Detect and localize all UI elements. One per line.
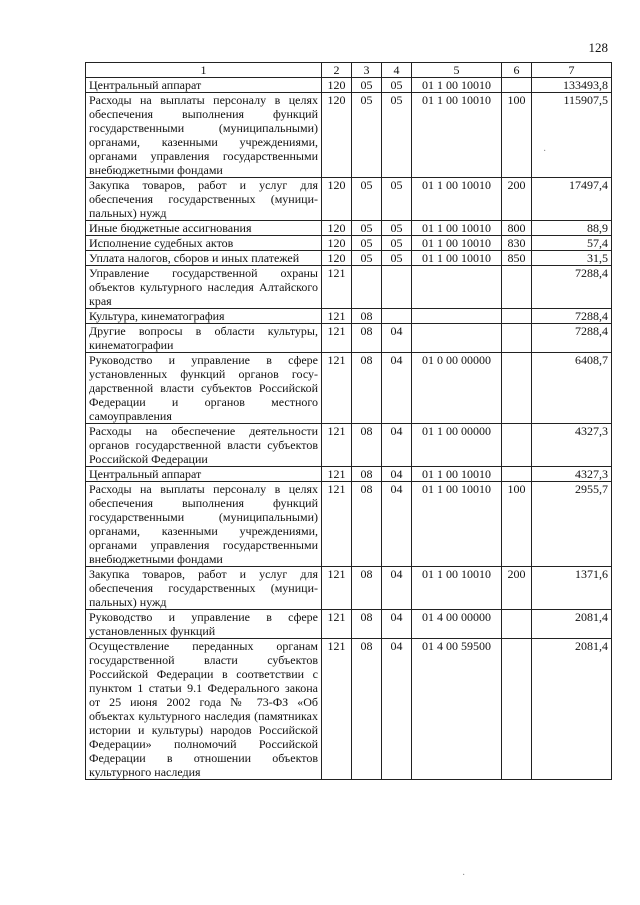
cell-target-article: 01 1 00 10010	[412, 467, 502, 482]
cell-name: Закупка товаров, работ и услуг для обеспечения государственных (муниципальных) нужд	[86, 178, 322, 221]
cell-amount: 31,5	[532, 251, 612, 266]
budget-table	[85, 62, 612, 780]
table-row	[86, 236, 612, 251]
column-header: 4	[382, 63, 412, 78]
cell-department-code: 121	[322, 424, 352, 467]
table-row	[86, 251, 612, 266]
cell-department-code: 120	[322, 78, 352, 93]
cell-target-article: 01 0 00 00000	[412, 353, 502, 424]
cell-expense-type	[502, 266, 532, 309]
cell-expense-type: 200	[502, 178, 532, 221]
cell-target-article	[412, 309, 502, 324]
cell-expense-type	[502, 353, 532, 424]
cell-target-article: 01 4 00 59500	[412, 639, 502, 780]
cell-section-code: 08	[352, 467, 382, 482]
cell-amount: 2955,7	[532, 482, 612, 567]
cell-expense-type: 850	[502, 251, 532, 266]
cell-amount: 6408,7	[532, 353, 612, 424]
cell-name: Исполнение судебных актов	[86, 236, 322, 251]
cell-subsection-code: 04	[382, 467, 412, 482]
cell-department-code: 121	[322, 324, 352, 353]
cell-expense-type	[502, 467, 532, 482]
cell-name: Центральный аппарат	[86, 78, 322, 93]
scan-speck: ·	[543, 146, 547, 157]
cell-expense-type: 100	[502, 482, 532, 567]
cell-expense-type	[502, 610, 532, 639]
cell-subsection-code: 04	[382, 353, 412, 424]
cell-subsection-code: 04	[382, 424, 412, 467]
cell-amount: 7288,4	[532, 309, 612, 324]
cell-name: Иные бюджетные ассигнования	[86, 221, 322, 236]
cell-name: Осуществление переданных органам государственной власти субъектов Российской Федерации в соответствии с пунктом 1 статьи 9.1 Федерального закона от 25 июня 2002 года № 73-ФЗ «Об объектах культурного наследия (памятниках истории и культуры) народов Российской Федерации» полномочий Российской Федерации в отношении объектов культурного наследия	[86, 639, 322, 780]
cell-department-code: 121	[322, 482, 352, 567]
table-row	[86, 639, 612, 780]
cell-target-article: 01 1 00 10010	[412, 236, 502, 251]
scan-speck: ·	[462, 870, 466, 881]
cell-expense-type: 200	[502, 567, 532, 610]
cell-target-article	[412, 324, 502, 353]
cell-amount: 7288,4	[532, 266, 612, 309]
cell-expense-type: 800	[502, 221, 532, 236]
cell-expense-type	[502, 639, 532, 780]
cell-subsection-code: 04	[382, 482, 412, 567]
cell-section-code: 05	[352, 221, 382, 236]
cell-subsection-code	[382, 309, 412, 324]
cell-subsection-code: 05	[382, 78, 412, 93]
cell-amount: 2081,4	[532, 639, 612, 780]
table-row	[86, 93, 612, 178]
table-row	[86, 324, 612, 353]
cell-section-code: 08	[352, 309, 382, 324]
cell-section-code: 05	[352, 236, 382, 251]
cell-target-article: 01 1 00 10010	[412, 567, 502, 610]
column-header: 3	[352, 63, 382, 78]
cell-subsection-code: 05	[382, 178, 412, 221]
table-row	[86, 353, 612, 424]
column-header: 5	[412, 63, 502, 78]
cell-name: Расходы на обеспечение деятельности органов государственной власти субъектов Российской Федерации	[86, 424, 322, 467]
cell-target-article: 01 1 00 10010	[412, 93, 502, 178]
cell-section-code: 05	[352, 93, 382, 178]
cell-expense-type: 100	[502, 93, 532, 178]
cell-department-code: 121	[322, 467, 352, 482]
cell-section-code: 05	[352, 251, 382, 266]
cell-section-code: 08	[352, 324, 382, 353]
cell-name: Управление государственной охраны объектов культурного наследия Алтайского края	[86, 266, 322, 309]
cell-section-code: 08	[352, 482, 382, 567]
cell-subsection-code: 05	[382, 221, 412, 236]
cell-section-code: 08	[352, 610, 382, 639]
cell-target-article: 01 1 00 10010	[412, 178, 502, 221]
cell-subsection-code: 05	[382, 251, 412, 266]
table-row	[86, 178, 612, 221]
page-number: 128	[588, 40, 608, 55]
cell-name: Руководство и управление в сфере установленных функций органов государственной власти субъектов Российской Федерации и органов местного самоуправления	[86, 353, 322, 424]
table-row	[86, 467, 612, 482]
cell-amount: 57,4	[532, 236, 612, 251]
cell-amount: 1371,6	[532, 567, 612, 610]
cell-target-article: 01 1 00 00000	[412, 424, 502, 467]
cell-name: Центральный аппарат	[86, 467, 322, 482]
table-row	[86, 266, 612, 309]
cell-department-code: 121	[322, 309, 352, 324]
cell-section-code: 08	[352, 353, 382, 424]
cell-section-code: 05	[352, 78, 382, 93]
cell-name: Закупка товаров, работ и услуг для обеспечения государственных (муниципальных) нужд	[86, 567, 322, 610]
cell-amount: 115907,5	[532, 93, 612, 178]
cell-target-article: 01 1 00 10010	[412, 251, 502, 266]
column-header: 2	[322, 63, 352, 78]
cell-amount: 4327,3	[532, 424, 612, 467]
cell-amount: 4327,3	[532, 467, 612, 482]
cell-subsection-code: 05	[382, 236, 412, 251]
cell-amount: 133493,8	[532, 78, 612, 93]
cell-department-code: 120	[322, 236, 352, 251]
cell-expense-type	[502, 324, 532, 353]
table-row	[86, 78, 612, 93]
column-header: 7	[532, 63, 612, 78]
cell-subsection-code: 04	[382, 610, 412, 639]
cell-expense-type	[502, 309, 532, 324]
cell-department-code: 121	[322, 610, 352, 639]
table-row	[86, 221, 612, 236]
cell-department-code: 121	[322, 639, 352, 780]
table-body	[86, 78, 612, 780]
cell-department-code: 120	[322, 178, 352, 221]
cell-subsection-code: 04	[382, 324, 412, 353]
cell-target-article: 01 1 00 10010	[412, 78, 502, 93]
cell-section-code	[352, 266, 382, 309]
cell-department-code: 120	[322, 251, 352, 266]
cell-department-code: 121	[322, 567, 352, 610]
cell-amount: 88,9	[532, 221, 612, 236]
table-row	[86, 610, 612, 639]
table-row	[86, 309, 612, 324]
cell-department-code: 120	[322, 221, 352, 236]
cell-department-code: 121	[322, 353, 352, 424]
cell-target-article: 01 1 00 10010	[412, 482, 502, 567]
cell-expense-type	[502, 424, 532, 467]
cell-amount: 17497,4	[532, 178, 612, 221]
cell-subsection-code: 05	[382, 93, 412, 178]
cell-section-code: 05	[352, 178, 382, 221]
column-header: 6	[502, 63, 532, 78]
cell-target-article: 01 1 00 10010	[412, 221, 502, 236]
cell-department-code: 121	[322, 266, 352, 309]
cell-target-article	[412, 266, 502, 309]
cell-subsection-code: 04	[382, 639, 412, 780]
cell-department-code: 120	[322, 93, 352, 178]
cell-subsection-code: 04	[382, 567, 412, 610]
cell-name: Расходы на выплаты персоналу в целях обеспечения выполнения функций государственными (муниципальными) органами, казенными учреждениями, органами управления государственными внебюджетными фондами	[86, 93, 322, 178]
cell-expense-type: 830	[502, 236, 532, 251]
cell-target-article: 01 4 00 00000	[412, 610, 502, 639]
cell-name: Руководство и управление в сфере установленных функций	[86, 610, 322, 639]
table-row	[86, 567, 612, 610]
cell-section-code: 08	[352, 567, 382, 610]
table-row	[86, 424, 612, 467]
cell-name: Расходы на выплаты персоналу в целях обеспечения выполнения функций государственными (муниципальными) органами, казенными учреждениями, органами управления государственными внебюджетными фондами	[86, 482, 322, 567]
cell-amount: 7288,4	[532, 324, 612, 353]
cell-section-code: 08	[352, 424, 382, 467]
cell-name: Культура, кинематография	[86, 309, 322, 324]
cell-amount: 2081,4	[532, 610, 612, 639]
table-header-row	[86, 63, 612, 78]
cell-name: Другие вопросы в области культуры, кинематографии	[86, 324, 322, 353]
table-row	[86, 482, 612, 567]
column-header: 1	[86, 63, 322, 78]
cell-name: Уплата налогов, сборов и иных платежей	[86, 251, 322, 266]
cell-section-code: 08	[352, 639, 382, 780]
cell-expense-type	[502, 78, 532, 93]
cell-subsection-code	[382, 266, 412, 309]
